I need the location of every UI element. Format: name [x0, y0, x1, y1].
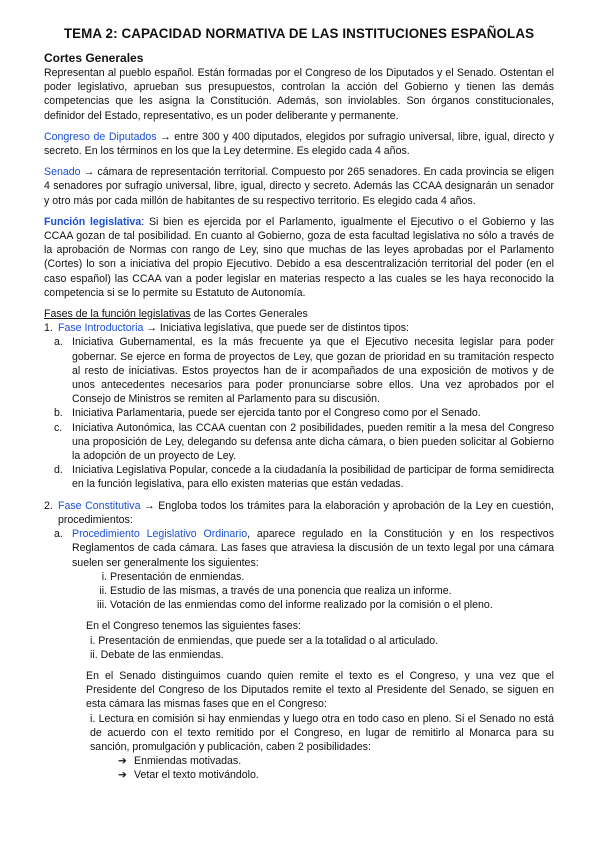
fase-2-number: 2.	[44, 499, 53, 512]
list-item-label: a.	[54, 336, 63, 349]
list-item-text: Iniciativa Gubernamental, es la más frecuente ya que el Ejecutivo necesita legislar para poder gobernar. Se ejerce en forma de proyectos de Ley, que gozan de prioridad en su tramitación respecto al resto de iniciativas. Estos proyectos han de ir acompañados de una exposición de motivos y de unos antecedentes necesarios para poder pronunciarse sobre ellos. Una vez aprobados por el Consejo de Ministros se remiten al Parlamento para su discusión.	[72, 336, 554, 406]
fase-1-text: → Iniciativa legislativa, que puede ser de distintos tipos:	[143, 322, 409, 335]
roman-text: Presentación de enmiendas.	[110, 570, 245, 583]
list-item-text: Iniciativa Legislativa Popular, concede a la ciudadanía la posibilidad de participar de forma semidirecta en la función legislativa, para ello existen materias que están vedadas.	[72, 464, 554, 491]
roman-text: Votación de las enmiendas como del informe realizado por la comisión o el pleno.	[110, 599, 493, 612]
fase-2-label: Fase Constitutiva	[58, 499, 141, 512]
fase-1-item	[44, 321, 554, 335]
roman-item	[44, 598, 554, 612]
arrow-item	[44, 754, 554, 768]
congreso-fase-item: ii. Debate de las enmiendas.	[90, 648, 224, 661]
roman-item	[44, 570, 554, 584]
senado-label: Senado	[44, 166, 81, 179]
cortes-paragraph: Representan al pueblo español. Están formadas por el Congreso de los Diputados y el Senado. Ostentan el poder legislativo, aprueban sus presupuestos, controlan la acción del Gobierno y tienen las demás competencias que les asigna la Constitución. Además, son inviolables. Son órganos constitucionales, definidor del Estado, representativo, es un poder deliberante y permanente.	[44, 67, 554, 122]
arrow-item	[44, 768, 554, 782]
arrow-item-text: Enmiendas motivadas.	[134, 755, 242, 768]
procedimiento-text: , aparece regulado en la Constitución y en los respectivos Reglamentos de cada cámara. Las fases que atraviesa la discusión de un texto legal por una cámara suelen ser generalmente los siguientes:	[72, 528, 554, 569]
senado-paragraph	[44, 165, 554, 208]
list-item-label: b.	[54, 407, 63, 420]
congreso-fase-item: i. Presentación de enmiendas, que puede ser a la totalidad o al articulado.	[90, 634, 439, 647]
roman-item	[44, 584, 554, 598]
fases-title-rest: de las Cortes Generales	[190, 308, 308, 321]
list-item-text: Iniciativa Autonómica, las CCAA cuentan con 2 posibilidades, pueden remitir a la mesa del Congreso una proposición de Ley, delegando su defensa ante dicha cámara, o bien pueden solicitar al Gobierno la adopción de un proyecto de Ley.	[72, 421, 554, 463]
list-item-text: Iniciativa Parlamentaria, puede ser ejercida tanto por el Congreso como por el Senado.	[72, 407, 481, 420]
congreso-paragraph	[44, 130, 554, 158]
senado-fases-intro: En el Senado distinguimos cuando quien remite el texto es el Congreso, y una vez que el Presidente del Congreso de los Diputados remite el texto al Presidente del Senado, se siguen en esta cámara las mismas fases que en el Congreso:	[86, 669, 554, 711]
congreso-fases-intro: En el Congreso tenemos las siguientes fases:	[86, 620, 301, 633]
fases-title-underlined: Fases de la función legislativas	[44, 308, 191, 321]
roman-label: i.	[101, 570, 107, 583]
roman-label: ii.	[99, 584, 107, 597]
congreso-label: Congreso de Diputados	[44, 130, 157, 143]
roman-text: Estudio de las mismas, a través de una ponencia que realiza un informe.	[110, 584, 452, 597]
funcion-paragraph	[44, 215, 554, 300]
list-item	[44, 335, 554, 406]
arrow-bullet-icon: ➔	[118, 755, 127, 768]
list-item-label: d.	[54, 464, 63, 477]
funcion-text: : Si bien es ejercida por el Parlamento, igualmente el Ejecutivo o el Gobierno y las CCAA gozan de tal posibilidad. En cuanto al Gobierno, goza de esta facultad legislativa no sólo a través de la aprobación de Normas con rango de Ley, sino que muchas de las leyes aprobadas por el Parlamento (Cortes) lo son a iniciativa del propio Ejecutivo. Debido a esa descentralización territorial del poder (en el caso español) las CCAA van a poder legislar en materias respecto a las cuales se les haya reconocido la competencia si se lo permite su Estatuto de Autonomía.	[44, 215, 554, 299]
roman-label: iii.	[96, 599, 107, 612]
arrow-item-text: Vetar el texto motivándolo.	[134, 769, 259, 782]
list-item-label: a.	[54, 528, 63, 541]
section-heading-cortes: Cortes Generales	[44, 51, 144, 65]
page-title: TEMA 2: CAPACIDAD NORMATIVA DE LAS INSTITUCIONES ESPAÑOLAS	[63, 26, 535, 41]
list-item	[44, 421, 554, 464]
fase-1-number: 1.	[44, 322, 53, 335]
list-item-label: c.	[54, 421, 63, 434]
list-item	[44, 463, 554, 491]
fases-title	[44, 307, 554, 321]
procedimiento-item	[44, 527, 554, 570]
congreso-text: → entre 300 y 400 diputados, elegidos por sufragio universal, libre, igual, directo y secreto. En los términos en los que la Ley determine. Es elegido cada 4 años.	[44, 130, 554, 158]
fase-2-item	[44, 499, 554, 527]
senado-fase-item: i. Lectura en comisión si hay enmiendas y luego otra en todo caso en pleno. Si el Senado no está de acuerdo con el texto remitido por el Congreso, en lugar de remitirlo al Monarca para su sanción, promulgación y publicación, caben 2 posibilidades:	[90, 712, 554, 753]
list-item	[44, 406, 554, 420]
funcion-label: Función legislativa	[44, 215, 142, 228]
senado-text: → cámara de representación territorial. Compuesto por 265 senadores. En cada provincia se eligen 4 senadores por sufragio universal, libre, igual, directo y secreto. Además las CCAA designarán un senador y otro más por cada millón de habitantes de su respectivo territorio. Es elegido cada 4 años.	[44, 166, 554, 207]
arrow-bullet-icon: ➔	[118, 769, 127, 782]
procedimiento-label: Procedimiento Legislativo Ordinario	[72, 528, 248, 541]
fase-2-text: → Engloba todos los trámites para la elaboración y aprobación de la Ley en cuestión, procedimientos:	[58, 499, 554, 526]
fase-1-label: Fase Introductoria	[58, 322, 144, 335]
